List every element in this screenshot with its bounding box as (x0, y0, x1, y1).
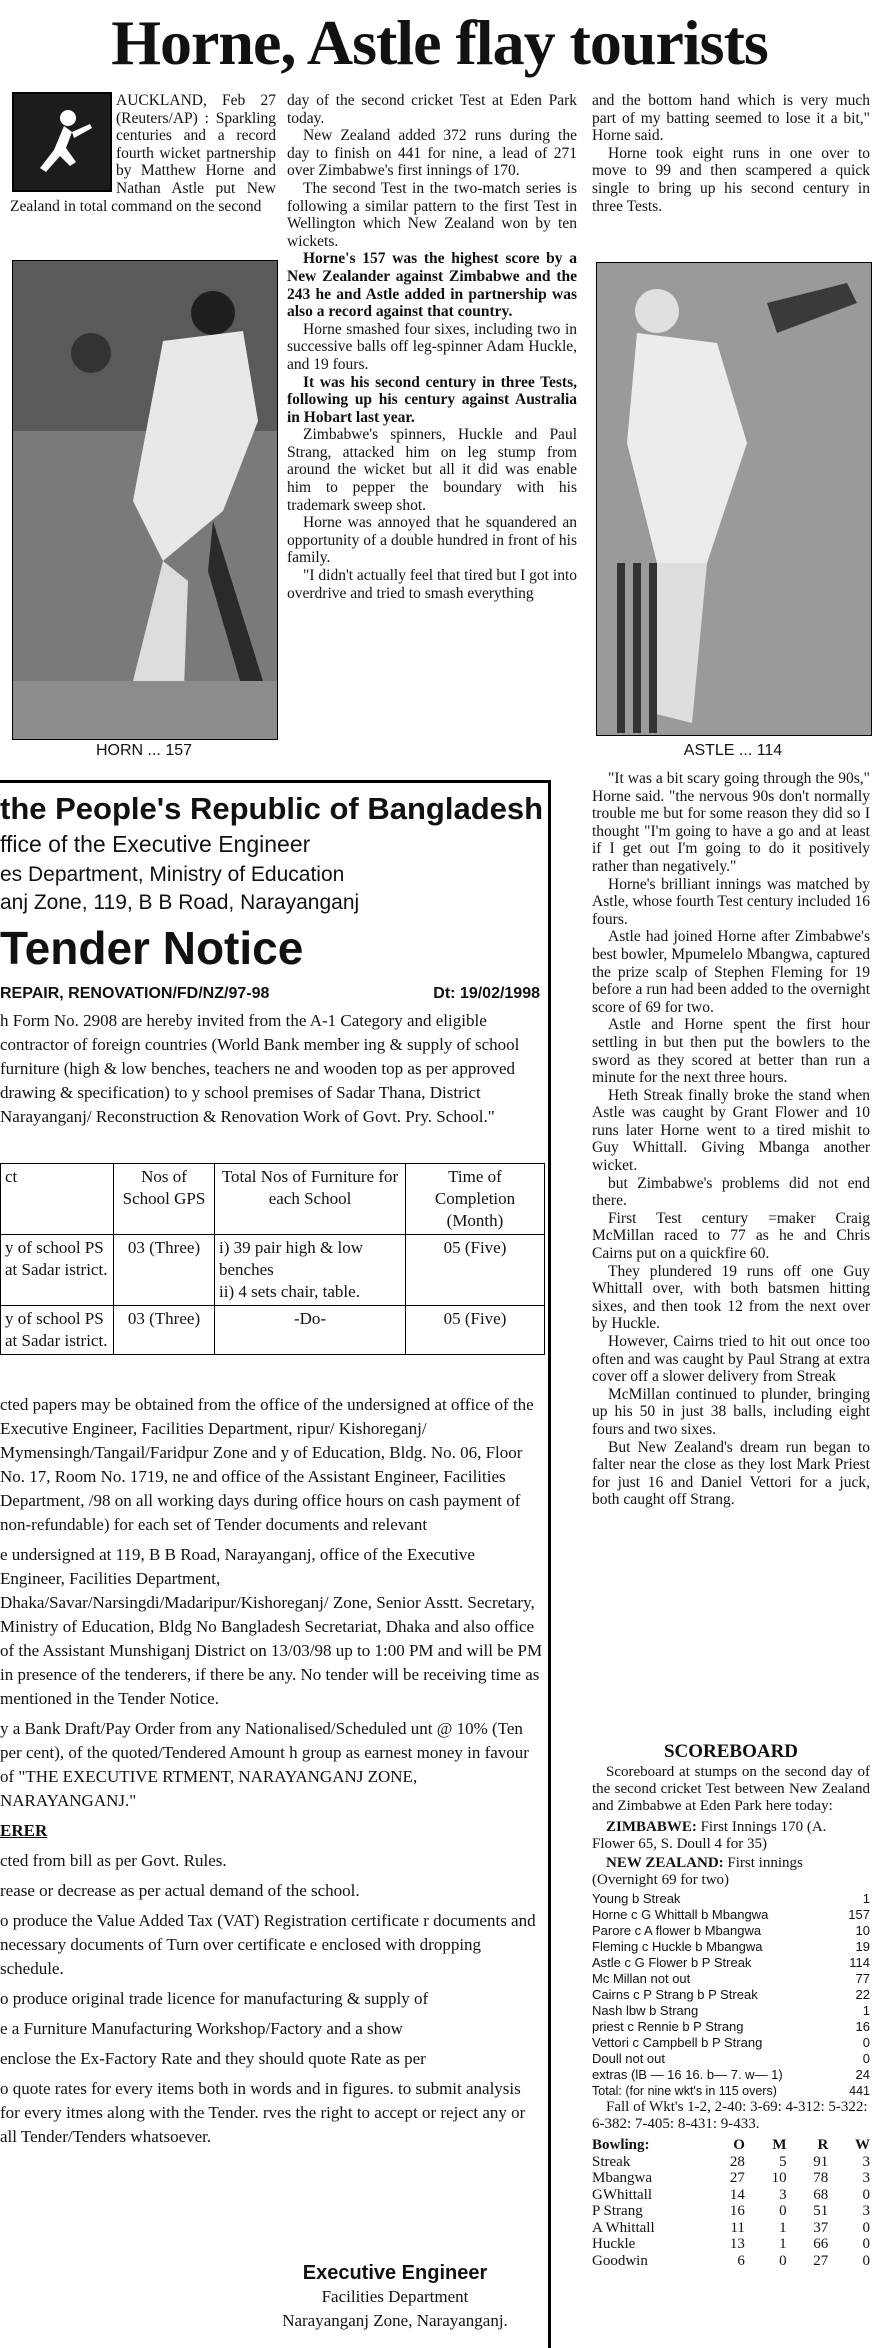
total-row: Total: (for nine wkt's in 115 overs) 441 (592, 2084, 870, 2098)
tender-title: Tender Notice (0, 922, 304, 974)
batting-row (592, 1891, 870, 1907)
runs: 10 (855, 1923, 870, 1938)
batting-row (592, 1987, 870, 2003)
tender-office: ffice of the Executive Engineer (0, 831, 311, 857)
tender-condition: rease or decrease as per actual demand of the school. (0, 1881, 360, 1900)
article-paragraph: Zimbabwe's spinners, Huckle and Paul Strang, attacked him on leg stump from around the wicket but all it did was enable him to pepper the boundary with his trademark sweep shot. (287, 426, 577, 514)
bowling-row: Huckle 13 1 66 0 (592, 2236, 870, 2252)
batsman: Parore c A flower b Mbangwa (592, 1923, 762, 1938)
batting-row (592, 1939, 870, 1955)
runs: 22 (855, 1987, 870, 2002)
tender-notice (0, 780, 551, 2348)
zimbabwe-innings: ZIMBABWE: First Innings 170 (A. Flower 65, S. Doull 4 for 35) (592, 1819, 827, 1852)
tender-condition: enclose the Ex-Factory Rate and they should quote Rate as per (0, 2049, 426, 2068)
runs: 24 (855, 2067, 870, 2082)
batting-row (592, 2019, 870, 2035)
article-paragraph: New Zealand added 372 runs during the day to finish on 441 for nine, a lead of 271 over Zimbabwe's first innings of 170. (287, 127, 577, 180)
article-paragraph: Horne took eight runs in one over to move to 99 and then scampered a quick single to bring up his second century in three Tests. (592, 144, 870, 215)
article-paragraph: Horne's brilliant innings was matched by Astle, whose fourth Test century included 16 fours. (592, 875, 870, 928)
batsman: Horne c G Whittall b Mbangwa (592, 1907, 769, 1922)
batting-row (592, 1907, 870, 1923)
batsman: Mc Millan not out (592, 1971, 691, 1986)
scoreboard-title: SCOREBOARD (663, 1741, 799, 1762)
runs: 0 (862, 2051, 870, 2066)
tender-department: es Department, Ministry of Education (0, 863, 345, 886)
batsman: Fleming c Huckle b Mbangwa (592, 1939, 763, 1954)
bowling-row: GWhittall 14 3 68 0 (592, 2186, 870, 2203)
runs: 1 (862, 2003, 870, 2018)
article-paragraph: and the bottom hand which is very much part of my batting seemed to lose it a bit," Horne said. (592, 92, 870, 145)
tender-table (0, 1163, 545, 1355)
article-paragraph: Horne smashed four sixes, including two in successive balls off leg-spinner Adam Huckle, and 19 fours. (287, 320, 577, 373)
scoreboard (592, 1740, 870, 2345)
bowling-row: Streak 28 5 91 3 (592, 2153, 870, 2170)
tender-signature: Executive Engineer Facilities Department Narayanganj Zone, Narayanganj. (282, 2262, 508, 2330)
batsman: Astle c G Flower b P Streak (592, 1955, 752, 1970)
article-paragraph: day of the second cricket Test at Eden Park today. (287, 92, 577, 127)
headline: Horne, Astle flay tourists (111, 7, 768, 78)
article-paragraph: Heth Streak finally broke the stand when Astle was caught by Grant Flower and 10 runs later Horne went to a tired mishit to Guy Whittall. Giving Mbanga another wicket. (592, 1086, 870, 1175)
bowling-header: Bowling: O M R W (592, 2137, 870, 2153)
runs: 16 (855, 2019, 870, 2034)
tender-condition: o produce original trade licence for manufacturing & supply of (0, 1989, 429, 2008)
runs: 77 (855, 1971, 870, 1986)
article-paragraph: "I didn't actually feel that tired but I got into overdrive and tried to smash everything (287, 567, 577, 602)
article-paragraph: "It was a bit scary going through the 90s," Horne said. "the nervous 90s don't normally trouble me but for some reason they did so I thought "I'm going to have a go and at least if I get out I'm going to do it positively rather than negatively." (592, 770, 870, 875)
batting-row (592, 1923, 870, 1939)
tender-paragraph-1: cted papers may be obtained from the office of the undersigned at office of the Executive Engineer, Facilities Department, ripur/ Kishoreganj/ Mymensingh/Tangail/Faridpur Zone and y of Education, Bldg. No. 06, Floor No. 17, Room No. 1719, ne and office of the Assistant Engineer, Facilities Department, /98 on all working days during office hours on cash payment of non-refundable) for each set of Tender documents and relevant (0, 1395, 534, 1534)
tender-table-row: y of school PS at Sadar istrict. 03 (Three) i) 39 pair high & low benches ii) 4 sets chair, table. 05 (Five) (1, 1235, 545, 1306)
tender-table-header: ct Nos of School GPS Total Nos of Furniture for each School Time of Completion (Month) (1, 1164, 545, 1235)
batsman: Cairns c P Strang b P Streak (592, 1987, 758, 2002)
batting-row (592, 2035, 870, 2051)
article-paragraph: They plundered 19 runs off one Guy Whittall over, with both batsmen hitting sixes, and then took 12 from the next over by Huckle. (592, 1262, 870, 1333)
tender-zone: anj Zone, 119, B B Road, Narayanganj (0, 891, 360, 914)
article-paragraph: The second Test in the two-match series is following a similar pattern to the first Test in Wellington which New Zealand won by ten wickets. (287, 179, 577, 250)
nz-innings: NEW ZEALAND: First innings (Overnight 69 for two) (592, 1855, 803, 1888)
batting-row (592, 2067, 870, 2083)
batting-row (592, 2051, 870, 2067)
bowling-row: Mbangwa 27 10 78 3 (592, 2170, 870, 2186)
horne-caption: HORN ... 157 (95, 742, 193, 759)
tender-paragraph-3: y a Bank Draft/Pay Order from any Nationalised/Scheduled unt @ 10% (Ten per cent), of the quoted/Tendered Amount h group as earnest money in favour of "THE EXECUTIVE RTMENT, NARAYANGANJ ZONE, NARAYANGANJ." (0, 1719, 529, 1810)
tender-intro: h Form No. 2908 are hereby invited from the A-1 Category and eligible contractor of foreign countries (World Bank member ing & supply of school furniture (high & low benches, teachers ne and wooden top as per approved drawing & specification) to y school premises of Sadar Thana, District Narayanganj/ Reconstruction & Renovation Work of Govt. Pry. School." (0, 1011, 520, 1126)
bowling-table (592, 2137, 870, 2269)
runs: 0 (862, 2035, 870, 2050)
batsman: priest c Rennie b P Strang (592, 2019, 744, 2034)
tender-government: the People's Republic of Bangladesh (0, 791, 544, 826)
article-column-3 (592, 770, 870, 1736)
article-paragraph: Astle had joined Horne after Zimbabwe's best bowler, Mpumelelo Mbangwa, captured the prize scalp of Stephen Fleming for 19 before a run had been added to the overnight score of 69 for two. (592, 928, 870, 1016)
scoreboard-intro: Scoreboard at stumps on the second day of the second cricket Test between New Zealand and Zimbabwe at Eden Park here today: (592, 1764, 870, 1814)
article-paragraph: However, Cairns tried to hit out once too often and was caught by Paul Strang at extra cover off a slower delivery from Streak (592, 1333, 870, 1386)
bowling-row: Goodwin 6 0 27 0 (592, 2252, 870, 2269)
article-paragraph: Horne was annoyed that he squandered an opportunity of a double hundred in front of his family. (287, 514, 577, 567)
article-paragraph: Horne's 157 was the highest score by a New Zealander against Zimbabwe and the 243 he and Astle added in partnership was also a record against that country. (287, 250, 577, 321)
tender-condition: o produce the Value Added Tax (VAT) Registration certificate r documents and necessary documents of Turn over certificate e enclosed with dropping schedule. (0, 1911, 536, 1978)
batting-row (592, 2003, 870, 2019)
tender-sub-heading: ERER (0, 1821, 48, 1840)
batting-row (592, 1971, 870, 1987)
tender-condition: o quote rates for every items both in words and in figures. to submit analysis for every itmes along with the Tender. rves the right to accept or reject any or all Tender/Tenders whatsoever. (0, 2079, 526, 2146)
runs: 157 (848, 1907, 870, 1922)
tender-reference: REPAIR, RENOVATION/FD/NZ/97-98 Dt: 19/02/1998 (0, 985, 540, 1002)
article-lead: AUCKLAND, Feb 27 (Reuters/AP) : Sparkling centuries and a record fourth wicket partnership by Matthew Horne and Nathan Astle put New Zealand in total command on the second (10, 92, 276, 215)
article-paragraph: but Zimbabwe's problems did not end there. (592, 1174, 870, 1210)
batsman: Vettori c Campbell b P Strang (592, 2035, 763, 2050)
fall-of-wickets: Fall of Wkt's 1-2, 2-40: 3-69: 4-312: 5-322: 6-382: 7-405: 8-431: 9-433. (592, 2099, 868, 2132)
batting-row (592, 1955, 870, 1971)
tender-body (0, 1393, 544, 2155)
article-column-2 (287, 92, 577, 780)
tender-condition: cted from bill as per Govt. Rules. (0, 1851, 227, 1870)
tender-table-row: y of school PS at Sadar istrict. 03 (Three) -Do- 05 (Five) (1, 1306, 545, 1355)
horne-photo (12, 260, 278, 740)
article-paragraph: It was his second century in three Tests, following up his century against Australia in Hobart last year. (287, 373, 577, 426)
article-paragraph: McMillan continued to plunder, bringing up his 50 in just 38 balls, including eight fours and two sixes. (592, 1385, 870, 1438)
tender-condition: e a Furniture Manufacturing Workshop/Factory and a show (0, 2019, 403, 2038)
bowling-row: P Strang 16 0 51 3 (592, 2203, 870, 2219)
batsman: Doull not out (592, 2051, 665, 2066)
astle-caption: ASTLE ... 114 (683, 742, 783, 759)
article-paragraph: But New Zealand's dream run began to falter near the close as they lost Mark Priest for just 16 and Daniel Vettori for a juck, both caught off Strang. (592, 1438, 870, 1509)
astle-photo (596, 262, 872, 736)
batsman: Nash lbw b Strang (592, 2003, 699, 2018)
runs: 1 (862, 1891, 870, 1906)
batsman: extras (lB — 16 16. b— 7. w— 1) (592, 2067, 783, 2082)
batsman: Young b Streak (592, 1891, 681, 1906)
bowling-row: A Whittall 11 1 37 0 (592, 2219, 870, 2236)
article-column-3-top (592, 92, 870, 215)
runs: 19 (855, 1939, 870, 1954)
runs: 114 (849, 1955, 870, 1970)
article-paragraph: Astle and Horne spent the first hour settling in but then put the bowlers to the sword as they scored at better than run a minute for the next three hours. (592, 1016, 870, 1087)
article-paragraph: First Test century =maker Craig McMillan raced to 77 as he and Chris Cairns put on a quickfire 60. (592, 1209, 870, 1263)
tender-paragraph-2: e undersigned at 119, B B Road, Narayanganj, office of the Executive Engineer, Facilities Department, Dhaka/Savar/Narsingdi/Madaripur/Kishoreganj/ Zone, Senior Asstt. Secretary, Ministry of Education, Bldg No Bangladesh Secretariat, Dhaka and also office of the Assistant Munshiganj District on 13/03/98 up to 1:00 PM and will be PM in presence of the tenderers, if there be any. No tender will be receiving time as mentioned in the Tender Notice. (0, 1545, 543, 1708)
